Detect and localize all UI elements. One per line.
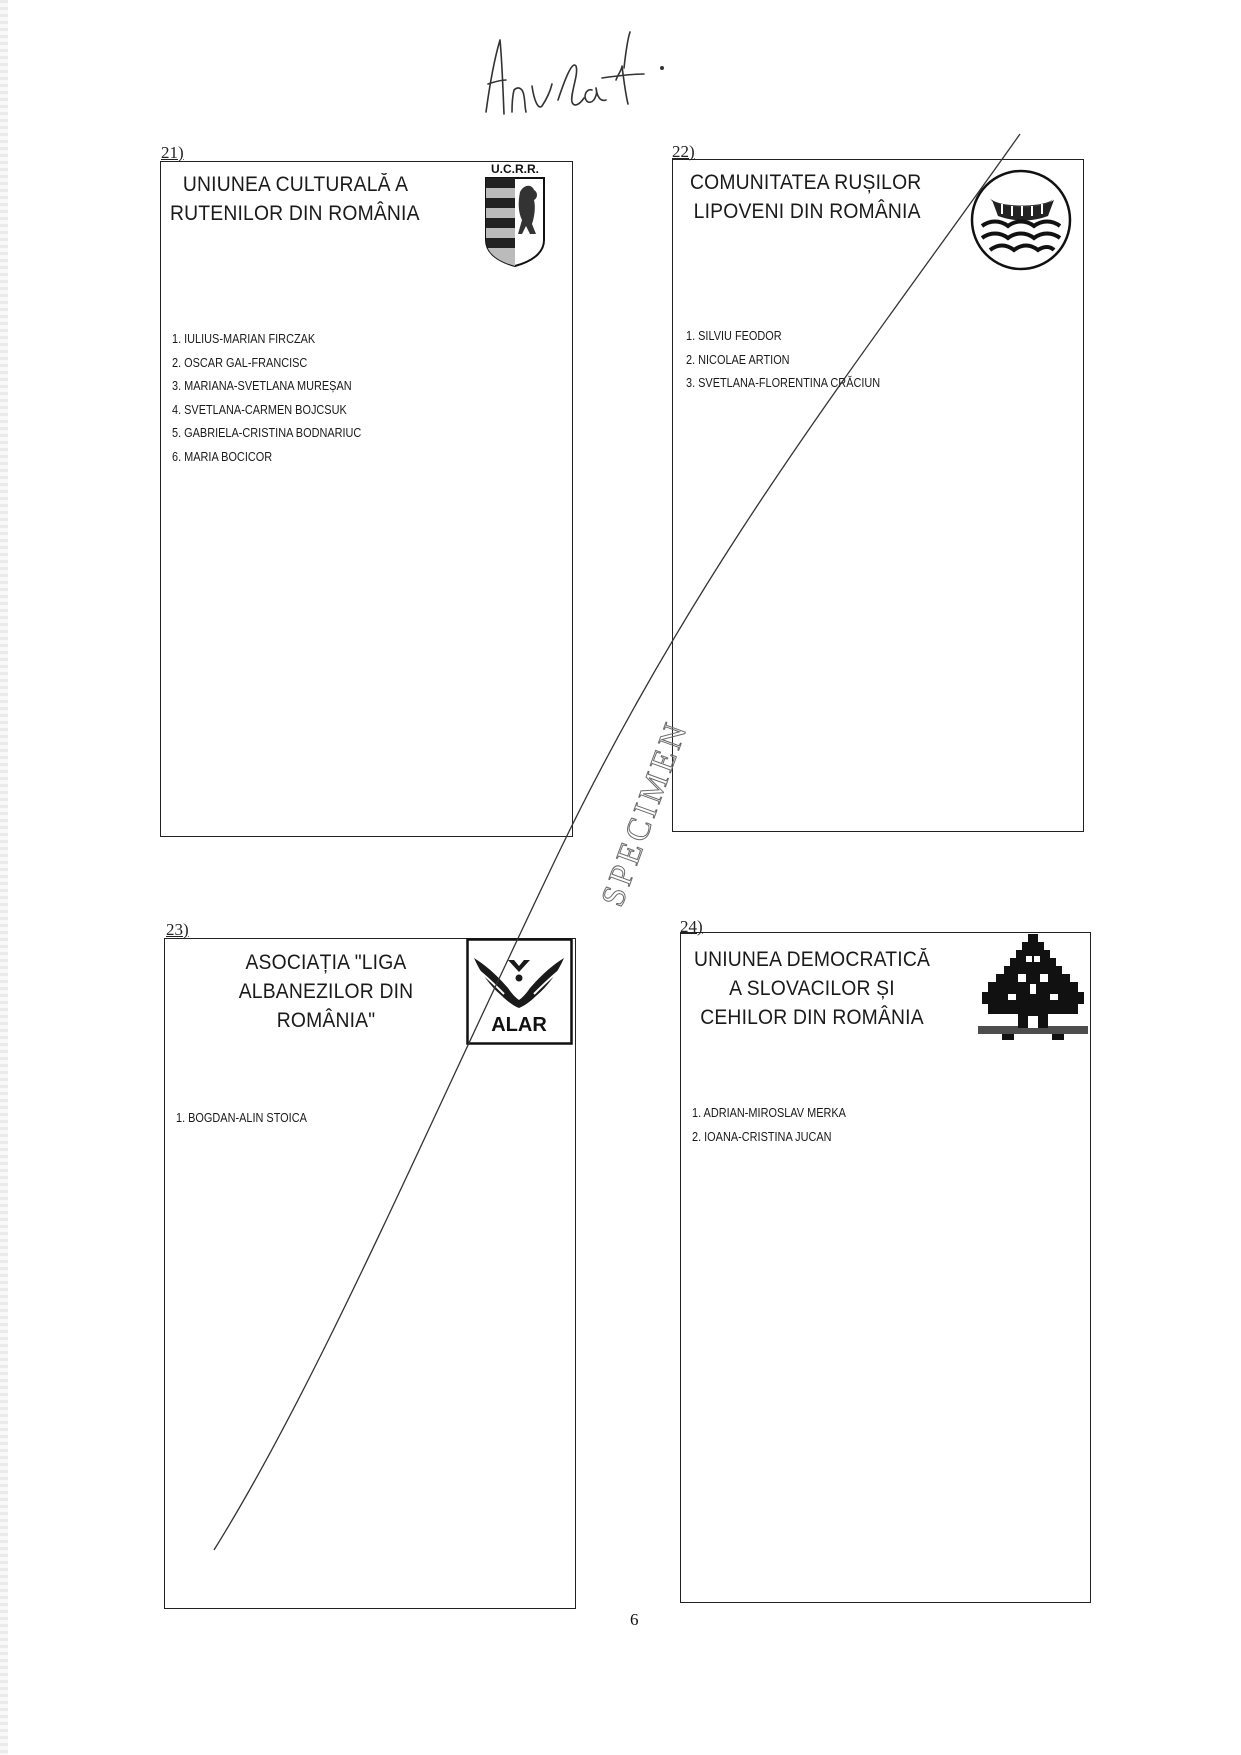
candidate-item: 1. IULIUS-MARIAN FIRCZAK — [172, 331, 316, 346]
svg-text:ALAR: ALAR — [491, 1014, 547, 1036]
ballot-title-22 — [690, 168, 921, 226]
slovak-czech-logo — [978, 934, 1088, 1046]
candidate-item: 3. MARIANA-SVETLANA MUREȘAN — [172, 378, 352, 393]
boat-emblem-icon — [968, 168, 1074, 272]
eagle-emblem-icon — [466, 938, 573, 1045]
candidate-item: 6. MARIA BOCICOR — [172, 448, 273, 464]
candidate-item: 5. GABRIELA-CRISTINA BODNARIUC — [172, 425, 362, 440]
specimen-stamp: SPECIMEN — [594, 715, 696, 912]
candidate-item: 2. IOANA-CRISTINA JUCAN — [692, 1128, 832, 1144]
title-line: LIPOVENI DIN ROMÂNIA — [693, 200, 921, 223]
title-line: RUTENILOR DIN ROMÂNIA — [170, 202, 420, 225]
ballot-title-23 — [216, 948, 437, 1035]
ballot-number-23: 23) — [166, 920, 189, 939]
candidate-list-23 — [176, 1106, 307, 1130]
candidate-item: 2. NICOLAE ARTION — [686, 351, 790, 367]
alar-logo — [466, 938, 573, 1045]
candidate-item: 1. ADRIAN-MIROSLAV MERKA — [692, 1105, 846, 1120]
ballot-number-21: 21) — [161, 143, 184, 162]
candidate-item: 3. SVETLANA-FLORENTINA CRĂCIUN — [686, 375, 881, 390]
candidate-list-21 — [172, 327, 361, 468]
title-line: A SLOVACILOR ȘI — [729, 977, 895, 1000]
ballot-title-24 — [692, 945, 931, 1032]
ucrr-emblem-icon — [480, 162, 550, 268]
title-line: ASOCIAȚIA "LIGA — [245, 951, 407, 974]
handwriting-drawing — [476, 30, 726, 120]
lipoveni-logo — [968, 168, 1074, 272]
candidate-list-22 — [686, 324, 880, 395]
candidate-item: 1. SILVIU FEODOR — [686, 328, 782, 343]
candidate-item: 1. BOGDAN-ALIN STOICA — [176, 1110, 307, 1125]
page-number: 6 — [630, 1610, 639, 1629]
title-line: ALBANEZILOR DIN — [238, 980, 414, 1003]
title-line: CEHILOR DIN ROMÂNIA — [700, 1006, 924, 1029]
title-line: ROMÂNIA" — [276, 1009, 376, 1032]
handwritten-annotation — [476, 30, 726, 120]
title-line: COMUNITATEA RUȘILOR — [690, 171, 922, 194]
scan-edge — [0, 0, 8, 1755]
candidate-item: 2. OSCAR GAL-FRANCISC — [172, 354, 308, 370]
svg-text:U.C.R.R.: U.C.R.R. — [491, 162, 539, 176]
folk-tree-emblem-icon — [978, 934, 1088, 1046]
ucrr-logo — [480, 162, 550, 268]
candidate-list-24 — [692, 1101, 846, 1148]
title-line: UNIUNEA CULTURALĂ A — [182, 173, 409, 196]
ballot-number-24: 24) — [680, 917, 703, 936]
candidate-item: 4. SVETLANA-CARMEN BOJCSUK — [172, 401, 347, 417]
title-line: UNIUNEA DEMOCRATICĂ — [693, 948, 931, 971]
ballot-number-22: 22) — [672, 142, 695, 161]
ballot-title-21 — [170, 170, 420, 228]
